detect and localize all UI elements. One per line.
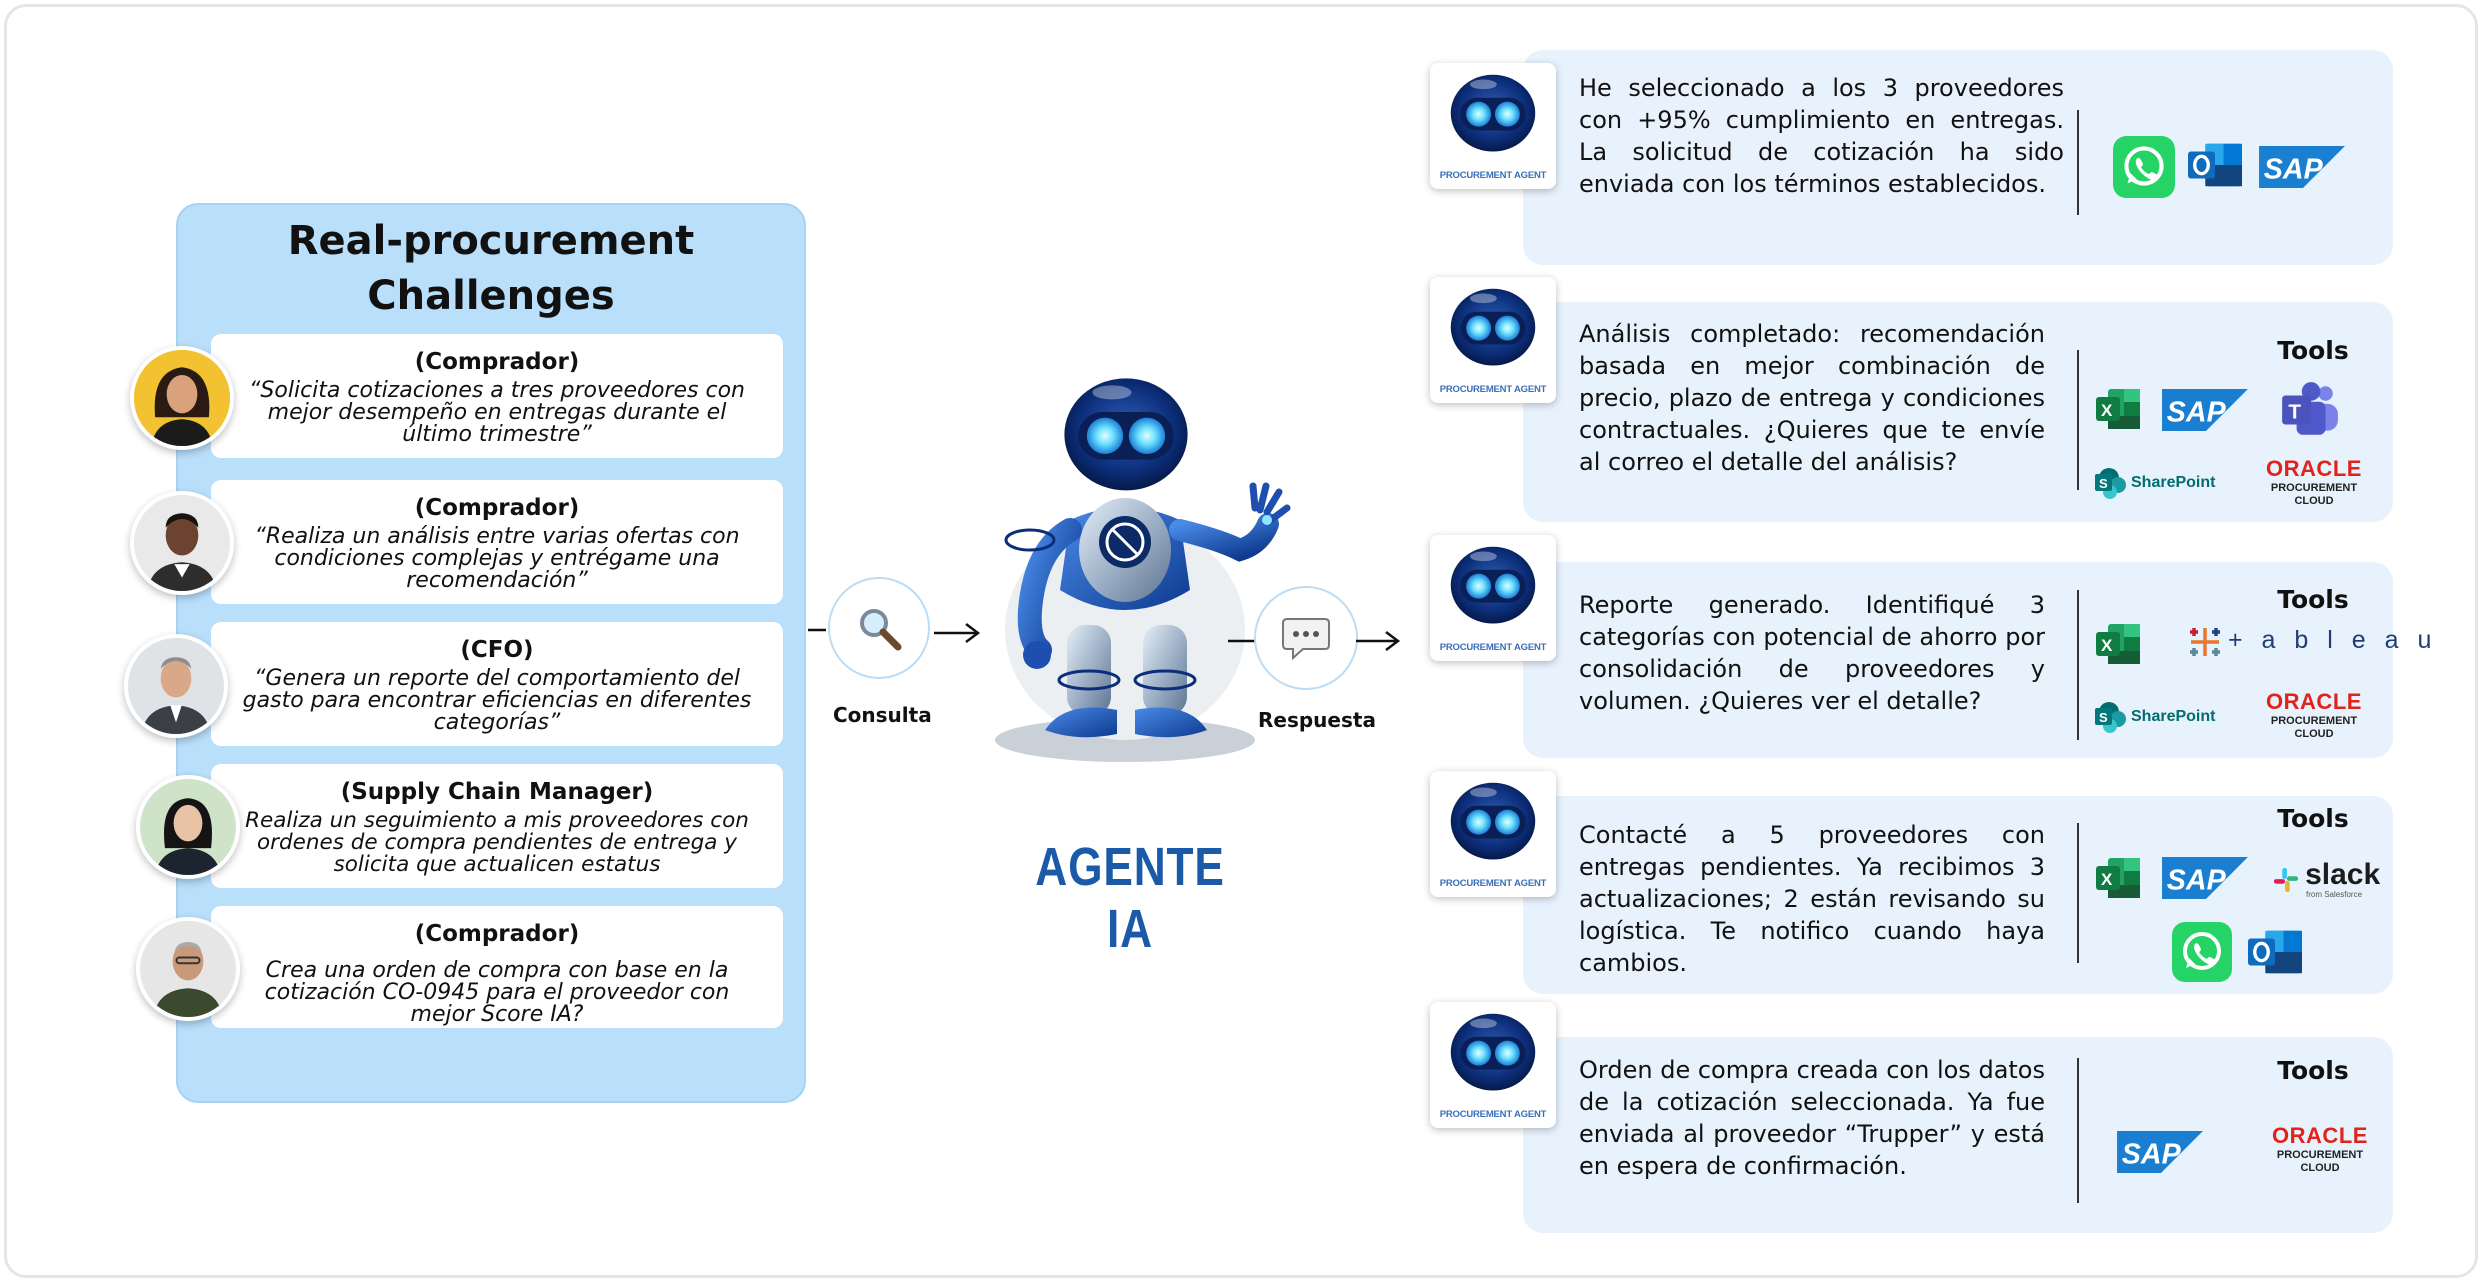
challenge-quote: Realiza un seguimiento a mis proveedores con ordenes de compra pendientes de entrega y solicita que actualicen estatus <box>245 808 749 877</box>
response-button[interactable] <box>1254 586 1358 690</box>
badge-label: PROCUREMENT AGENT <box>1439 384 1547 395</box>
magnifier-icon <box>856 605 902 651</box>
sap-logo-icon <box>2117 1131 2203 1173</box>
response-text-3: Reporte generado. Identifiqué 3 categorías con potencial de ahorro por consolidación de proveedores y volumen. ¿Quieres ver el detalle? <box>1579 591 2045 715</box>
response-text-5: Orden de compra creada con los datos de la cotización seleccionada. Ya fue enviada al proveedor “Trupper” y está en espera de confirmación. <box>1579 1056 2045 1180</box>
person-avatar-icon <box>128 638 224 734</box>
challenge-role: (Comprador) <box>414 349 580 375</box>
person-avatar-icon <box>134 350 230 446</box>
challenge-card-2 <box>211 480 783 604</box>
avatar-cfo <box>124 634 228 738</box>
procurement-agent-badge <box>1430 277 1556 403</box>
connector-line-2 <box>1228 631 1256 651</box>
oracle-sub: PROCUREMENT <box>2270 715 2358 727</box>
response-text-4: Contacté a 5 proveedores con entregas pendientes. Ya recibimos 3 actualizaciones; 2 están revisando su logística. Te notifico cuando haya cambios. <box>1579 821 2045 977</box>
agent-head-icon <box>1443 1008 1543 1104</box>
sharepoint-icon <box>2094 466 2128 500</box>
avatar-buyer-2 <box>130 491 234 595</box>
oracle-sub: CLOUD <box>2300 1162 2340 1174</box>
sap-logo-icon <box>2162 389 2248 431</box>
agent-title: AGENTE IA <box>1035 837 1225 959</box>
panel-title-line-2: Challenges <box>367 273 615 319</box>
challenge-role: (Comprador) <box>414 495 580 521</box>
person-avatar-icon <box>140 779 236 875</box>
oracle-name: ORACLE <box>2266 689 2362 714</box>
agent-head-icon <box>1443 541 1543 637</box>
divider <box>2077 110 2079 215</box>
response-text-1: He seleccionado a los 3 proveedores con +95% cumplimiento en entregas. La solicitud de cotización ha sido enviada con los términos establecidos. <box>1579 74 2064 198</box>
tools-label: Tools <box>2277 1056 2349 1085</box>
agent-head-icon <box>1443 283 1543 379</box>
tools-label: Tools <box>2277 336 2349 365</box>
sap-logo-icon <box>2162 857 2248 899</box>
challenge-card-1 <box>211 334 783 458</box>
sharepoint-label: SharePoint <box>2131 708 2216 725</box>
challenge-role: (CFO) <box>460 637 534 663</box>
procurement-agent-badge <box>1430 63 1556 189</box>
excel-icon <box>2094 856 2142 900</box>
divider <box>2077 590 2079 740</box>
oracle-sub: CLOUD <box>2294 728 2334 740</box>
whatsapp-icon <box>2113 136 2175 198</box>
panel-title-line-1: Real-procurement <box>287 218 695 264</box>
teams-icon <box>2278 381 2340 439</box>
tools-label: Tools <box>2277 585 2349 614</box>
challenge-quote: Crea una orden de compra con base en la cotización CO-0945 para el proveedor con mejor Score IA? <box>264 958 730 1027</box>
person-avatar-icon <box>140 921 236 1017</box>
challenge-quote: “Genera un reporte del comportamiento del gasto para encontrar eficiencias en diferentes categorías” <box>242 666 752 735</box>
avatar-buyer-3 <box>136 917 240 1021</box>
badge-label: PROCUREMENT AGENT <box>1439 170 1547 181</box>
excel-icon <box>2094 622 2142 666</box>
oracle-name: ORACLE <box>2272 1123 2368 1148</box>
challenge-card-4 <box>211 764 783 888</box>
badge-label: PROCUREMENT AGENT <box>1439 878 1547 889</box>
avatar-buyer-1 <box>130 346 234 450</box>
challenge-quote: “Solicita cotizaciones a tres proveedores con mejor desempeño en entregas durante el último trimestre” <box>249 378 745 447</box>
tableau-icon <box>2185 622 2225 662</box>
response-text-2: Análisis completado: recomendación basada en mejor combinación de precio, plazo de entrega y condiciones contractuales. ¿Quieres que te envíe al correo el detalle del análisis? <box>1579 320 2045 476</box>
tableau-label: + a b l e a u <box>2228 626 2438 654</box>
person-avatar-icon <box>134 495 230 591</box>
badge-label: PROCUREMENT AGENT <box>1439 642 1547 653</box>
excel-icon <box>2094 387 2142 431</box>
oracle-procurement-cloud-logo <box>2256 689 2372 741</box>
slack-sub: from Salesforce <box>2306 889 2363 899</box>
divider <box>2077 350 2079 490</box>
agent-head-icon <box>1443 777 1543 873</box>
badge-label: PROCUREMENT AGENT <box>1439 1109 1547 1120</box>
oracle-sub: PROCUREMENT <box>2276 1149 2364 1161</box>
query-button[interactable] <box>828 577 930 679</box>
arrow-to-responses <box>1356 629 1402 653</box>
response-label: Respuesta <box>1258 708 1376 732</box>
oracle-procurement-cloud-logo <box>2262 1123 2378 1175</box>
challenge-quote: “Realiza un análisis entre varias ofertas con condiciones complejas y entrégame una recomendación” <box>254 524 740 593</box>
speech-bubble-icon <box>1281 615 1331 661</box>
agent-head-icon <box>1443 69 1543 165</box>
challenge-card-3 <box>211 622 783 746</box>
query-label: Consulta <box>833 703 932 727</box>
robot-agent-icon <box>975 370 1320 765</box>
sap-logo-icon <box>2259 146 2345 188</box>
slack-label: slack <box>2305 858 2381 891</box>
sharepoint-label: SharePoint <box>2131 474 2216 491</box>
challenge-role: (Comprador) <box>414 921 580 947</box>
divider <box>2077 1058 2079 1203</box>
sharepoint-icon <box>2094 700 2128 734</box>
divider <box>2077 823 2079 963</box>
challenge-role: (Supply Chain Manager) <box>340 779 654 805</box>
oracle-name: ORACLE <box>2266 456 2362 481</box>
whatsapp-icon <box>2172 922 2232 982</box>
oracle-sub: PROCUREMENT <box>2270 482 2358 494</box>
tools-label: Tools <box>2277 804 2349 833</box>
slack-icon <box>2272 866 2300 894</box>
panel-title <box>176 214 806 324</box>
avatar-supply-chain-manager <box>136 775 240 879</box>
slack-logo <box>2272 858 2384 899</box>
oracle-sub: CLOUD <box>2294 495 2334 507</box>
challenge-card-5 <box>211 906 783 1028</box>
oracle-procurement-cloud-logo <box>2256 456 2372 508</box>
connector-line <box>808 620 826 640</box>
procurement-agent-badge <box>1430 1002 1556 1128</box>
procurement-agent-badge <box>1430 535 1556 661</box>
outlook-icon <box>2186 138 2244 192</box>
procurement-agent-badge <box>1430 771 1556 897</box>
outlook-icon <box>2246 925 2304 979</box>
